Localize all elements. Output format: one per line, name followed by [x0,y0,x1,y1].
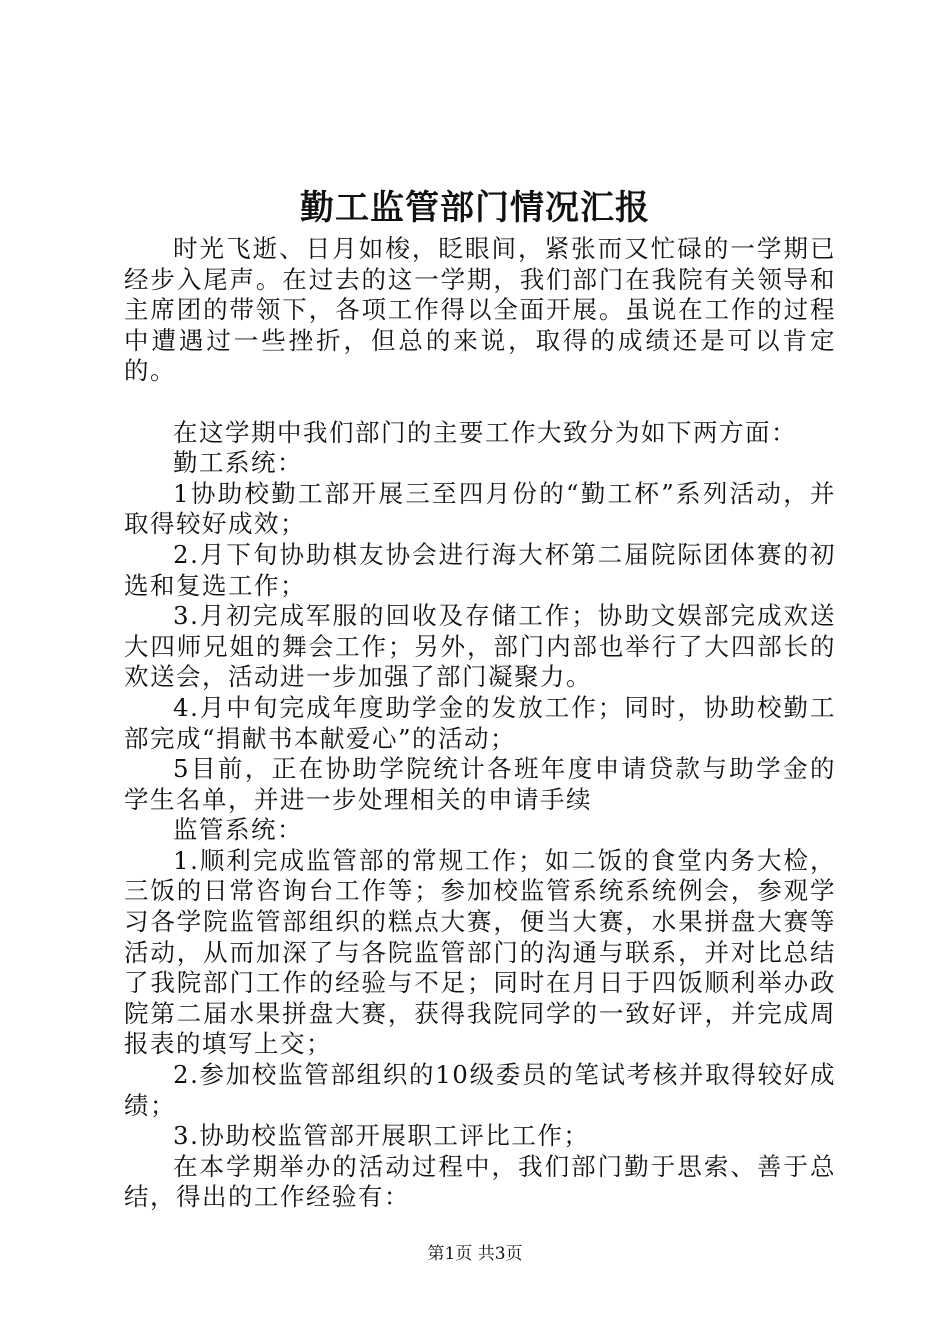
document-body [124,234,836,1213]
list-item: 2.参加校监管部组织的10级委员的笔试考核并取得较好成绩； [124,1060,836,1120]
section-heading-qingong: 勤工系统： [173,448,303,478]
list-item: 1.顺利完成监管部的常规工作；如二饭的食堂内务大检，三饭的日常咨询台工作等；参加校监管系统系统例会，参观学习各学院监管部组织的糕点大赛，便当大赛，水果拼盘大赛等活动，从而加深了与各院监管部门的沟通与联系，并对比总结了我院部门工作的经验与不足；同时在月日于四饭顺利举办政院第二届水果拼盘大赛，获得我院同学的一致好评，并完成周报表的填写上交； [124,845,836,1059]
list-item: 4.月中旬完成年度助学金的发放工作；同时，协助校勤工部完成“捐献书本献爱心”的活动； [124,692,836,753]
paragraph-overview: 在这学期中我们部门的主要工作大致分为如下两方面： [173,417,797,447]
list-item: 3.月初完成军服的回收及存储工作；协助文娱部完成欢送大四师兄姐的舞会工作；另外，部门内部也举行了大四部长的欢送会，活动进一步加强了部门凝聚力。 [124,601,836,692]
list-item: 5目前，正在协助学院统计各班年度申请贷款与助学金的学生名单，并进一步处理相关的申请手续 [124,754,836,814]
paragraph-summary: 在本学期举办的活动过程中，我们部门勤于思索、善于总结，得出的工作经验有： [124,1151,836,1212]
list-item: 2.月下旬协助棋友协会进行海大杯第二届院际团体赛的初选和复选工作； [124,539,836,600]
list-item: 1协助校勤工部开展三至四月份的“勤工杯”系列活动，并取得较好成效； [124,478,836,539]
paragraph-intro: 时光飞逝、日月如梭，眨眼间，紧张而又忙碌的一学期已经步入尾声。在过去的这一学期，我们部门在我院有关领导和主席团的带领下，各项工作得以全面开展。虽说在工作的过程中遭遇过一些挫折，但总的来说，取得的成绩还是可以肯定的。 [124,234,836,386]
section-heading-jianguan: 监管系统： [173,815,303,845]
document-title: 勤工监管部门情况汇报 [300,188,650,228]
page-footer: 第1页 共3页 [427,1244,523,1264]
list-item: 3.协助校监管部开展职工评比工作； [173,1121,590,1151]
